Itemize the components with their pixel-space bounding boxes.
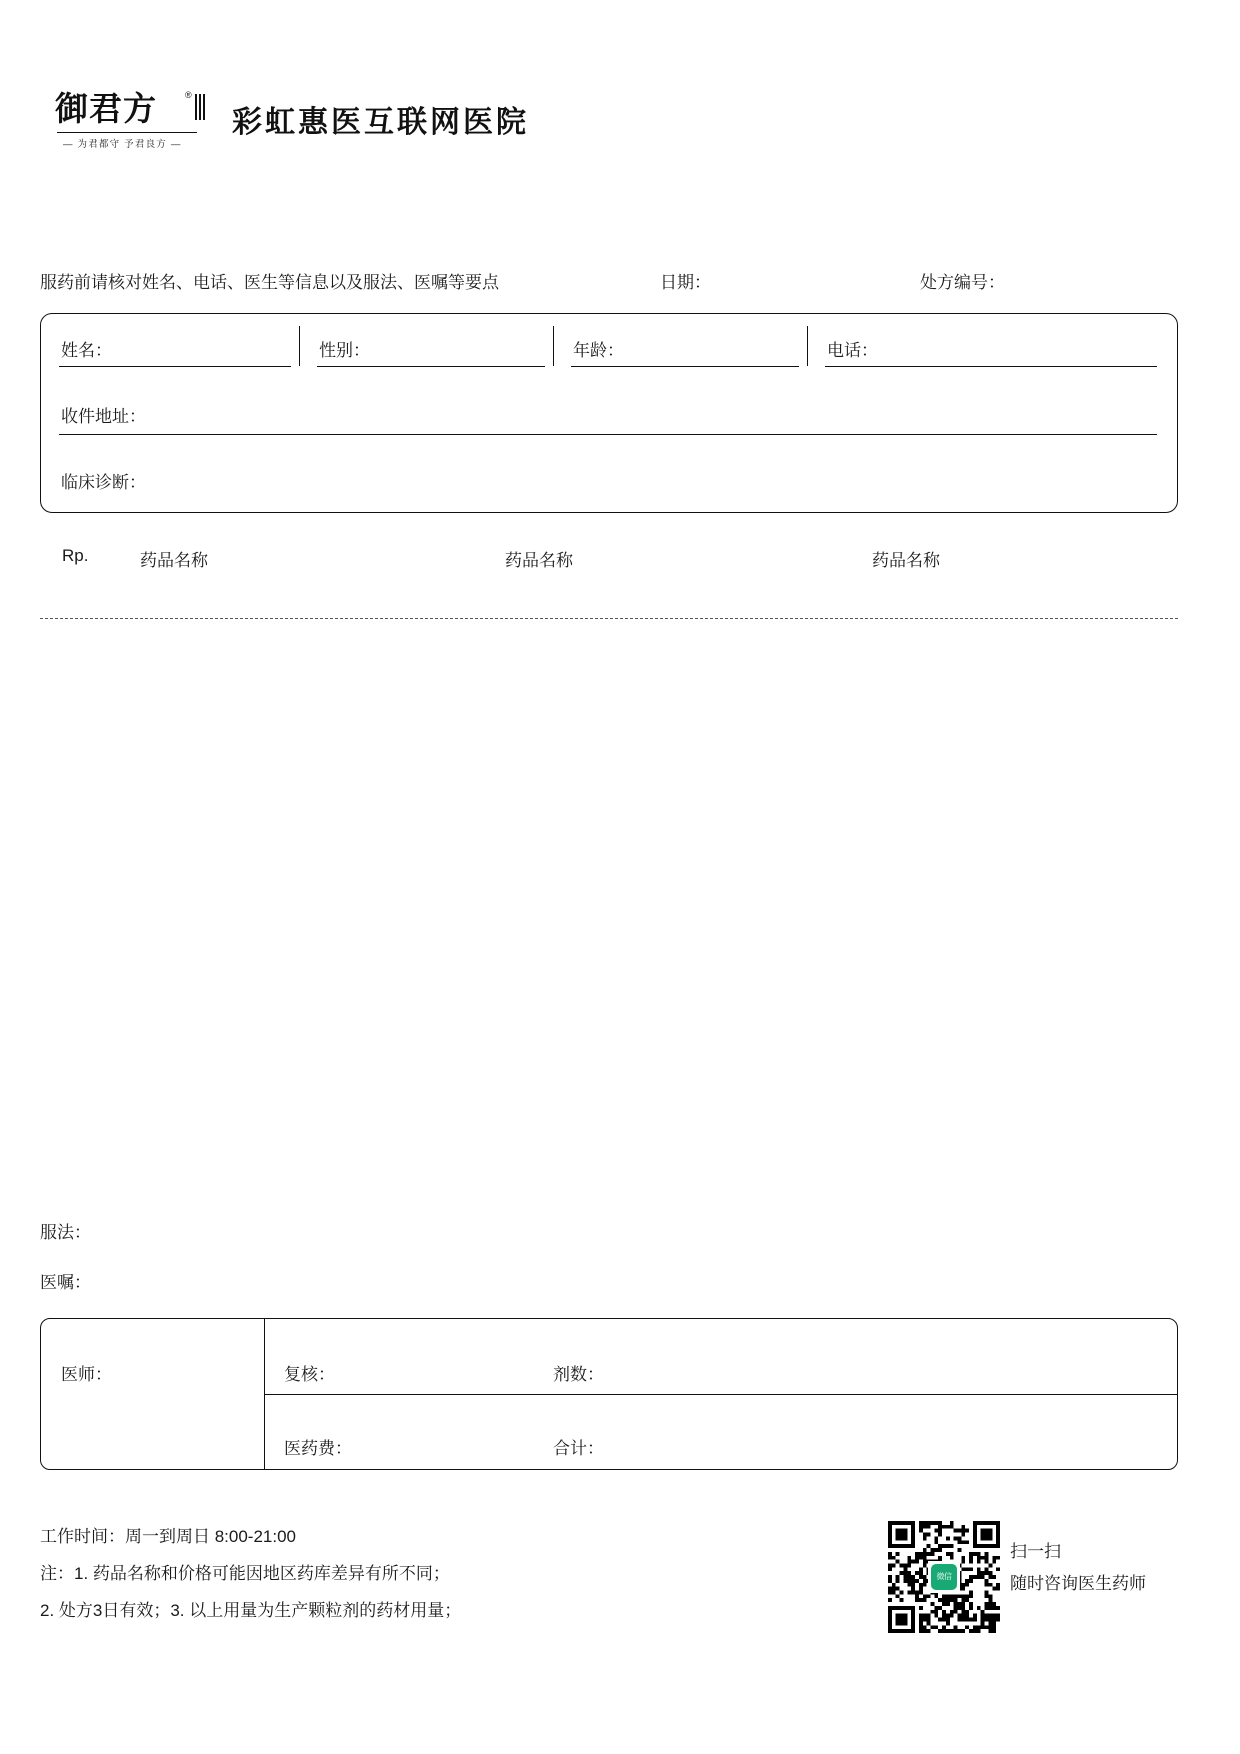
medicine-fee-label: 医药费： [284, 1439, 352, 1458]
registered-trademark-icon: ® [185, 90, 192, 100]
qr-caption-line-1: 扫一扫 [1010, 1542, 1061, 1561]
gender-label: 性别： [319, 341, 370, 360]
logo-wordmark: 御君方 [55, 89, 157, 128]
name-input[interactable] [59, 366, 291, 367]
doctor-advice-label: 医嘱： [40, 1273, 91, 1292]
rp-label: Rp. [62, 546, 89, 565]
drug-name-header-2: 药品名称 [505, 551, 573, 570]
logo-divider [57, 132, 197, 133]
patient-row-diagnosis [41, 448, 1177, 512]
age-input[interactable] [571, 366, 799, 367]
phone-input[interactable] [825, 366, 1157, 367]
hospital-name: 彩虹惠医互联网医院 [232, 105, 529, 140]
prescription-column-headers [0, 546, 1240, 572]
document-header [0, 80, 1240, 170]
dashed-separator [40, 618, 1178, 619]
name-label: 姓名： [61, 341, 112, 360]
logo-bars-icon [195, 94, 207, 120]
patient-info-box [40, 313, 1178, 513]
phone-label: 电话： [827, 341, 878, 360]
total-label: 合计： [553, 1439, 604, 1458]
patient-row-basic [41, 314, 1177, 382]
gender-input[interactable] [317, 366, 545, 367]
patient-row-address [41, 382, 1177, 448]
doses-label: 剂数： [553, 1365, 604, 1384]
divider-name-gender [299, 326, 300, 366]
qr-caption-line-2: 随时咨询医生药师 [1010, 1574, 1146, 1593]
work-hours-text: 工作时间：周一到周日 8:00-21:00 [40, 1527, 297, 1546]
diagnosis-label: 临床诊断： [61, 473, 146, 492]
wechat-icon: 微信 [931, 1564, 957, 1590]
divider-fee-row [265, 1394, 1177, 1395]
logo-tagline: — 为君都守 予君良方 — [63, 139, 182, 150]
usage-method-label: 服法： [40, 1223, 91, 1242]
note-line-1: 注：1. 药品名称和价格可能因地区药库差异有所不同； [40, 1564, 450, 1583]
qr-code[interactable] [888, 1521, 1000, 1633]
notice-row [0, 268, 1240, 292]
brand-logo [55, 80, 200, 160]
address-input[interactable] [59, 434, 1157, 435]
age-label: 年龄： [573, 341, 624, 360]
address-label: 收件地址： [61, 407, 146, 426]
drug-name-header-3: 药品名称 [872, 551, 940, 570]
recheck-label: 复核： [284, 1365, 335, 1384]
drug-name-header-1: 药品名称 [140, 551, 208, 570]
footer-notes [40, 1518, 461, 1629]
notice-text: 服药前请核对姓名、电话、医生等信息以及服法、医嘱等要点 [40, 273, 499, 292]
divider-gender-age [553, 326, 554, 366]
prescription-no-label: 处方编号： [920, 273, 1005, 292]
signature-box [40, 1318, 1178, 1470]
doctor-label: 医师： [61, 1365, 112, 1384]
date-label: 日期： [660, 273, 711, 292]
qr-caption [1010, 1536, 1146, 1600]
divider-age-phone [807, 326, 808, 366]
qr-center-logo [928, 1561, 960, 1593]
note-line-2: 2. 处方3日有效；3. 以上用量为生产颗粒剂的药材用量； [40, 1601, 462, 1620]
